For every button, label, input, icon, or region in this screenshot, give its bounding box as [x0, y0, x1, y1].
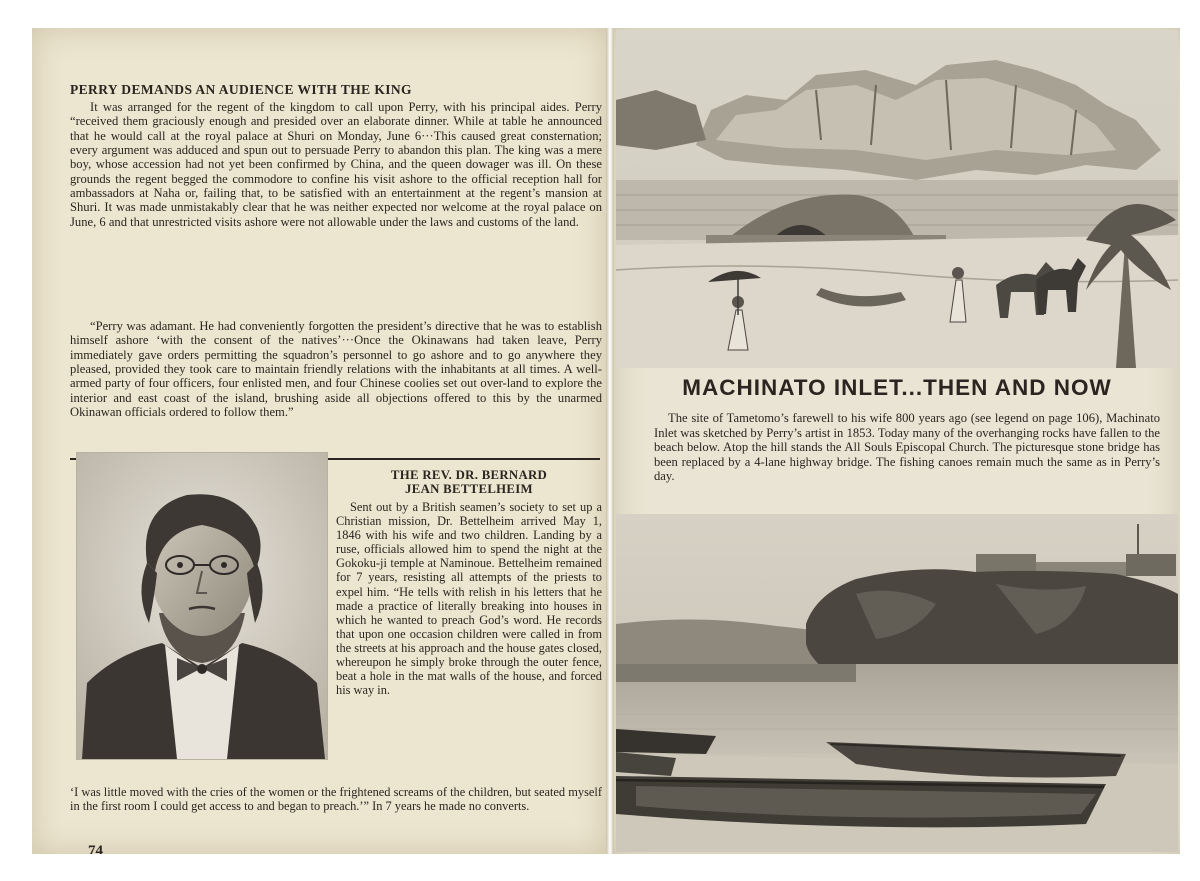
machinato-caption: The site of Tametomo’s farewell to his wife 800 years ago (see legend on page 106), Machinato Inlet was sketched by Perry’s artist in 1853. Today many of the overhanging rocks have fallen to the beach below. Atop the hill stands the All Souls Episcopal Church. The picturesque stone bridge has been replaced by a 4-lane highway bridge. The fishing canoes remain much the same as in Perry’s day. [654, 411, 1160, 483]
heading-line-2: JEAN BETTELHEIM [405, 482, 533, 496]
section-heading-bettelheim [334, 468, 604, 496]
section-heading-perry: PERRY DEMANDS AN AUDIENCE WITH THE KING [70, 82, 412, 97]
page-number: 74 [88, 843, 103, 854]
right-page [614, 28, 1180, 854]
paragraph-2: “Perry was adamant. He had conveniently forgotten the president’s directive that he was to establish himself ashore ‘with the consent of the natives’···Once the Okinawans had taken leave, Perry immediately gave orders permitting the squadron’s personnel to go ashore and to go anywhere they pleased, provided they took care to maintain friendly relations with the inhabitants at all times. A well-armed party of four officers, four enlisted men, and four Chinese coolies set out over-land to explore the interior and east coast of the island, brushing aside all objections offered to this by the unarmed Okinawan officials ordered to follow them.” [70, 319, 602, 420]
machinato-photo-now [616, 514, 1178, 852]
left-page [32, 28, 606, 854]
paragraph-1: It was arranged for the regent of the kingdom to call upon Perry, with his principal aides. Perry “received them graciously enough and presided over an elaborate dinner. While at table he announced that he would call at the royal palace at Shuri on Monday, June 6···This caused great consternation; every argument was adduced and spun out to persuade Perry to abandon this plan. The king was a mere boy, whose accession had not yet been confirmed by China, and the queen dowager was ill. On these grounds the regent begged the commodore to confine his visit ashore to the official reception hall for ambassadors at Naha or, failing that, to be satisfied with an entertainment at the regent’s mansion at Shuri. It was made unmistakably clear that he was neither expected nor welcome at the royal palace on June, 6 and that unrestricted visits ashore were not allowable under the laws and customs of the land. [70, 100, 602, 229]
heading-line-1: THE REV. DR. BERNARD [390, 468, 548, 482]
bio-paragraph: Sent out by a British seamen’s society to set up a Christian mission, Dr. Bettelheim arrived May 1, 1846 with his wife and two children. Landing by a ruse, officials allowed him to spend the night at the Gokoku-ji temple at Naminoue. Bettelheim remained for 7 years, resisting all attempts of the priests to expel him. “He tells with relish in his letters that he made a practice of literally breaking into houses in which he wanted to preach God’s word. He records that upon one occasion children were called in from the streets at his approach and the house gates closed, whereupon he simply broke through the outer fence, beat a hole in the mat walls of the house, and forced his way in. [336, 500, 602, 698]
bettelheim-portrait [76, 452, 328, 760]
sketch-illustration [616, 30, 1178, 368]
machinato-sketch-1853 [616, 30, 1178, 368]
portrait-illustration [77, 453, 327, 759]
bio-continuation: ‘I was little moved with the cries of the women or the frightened screams of the children, but seated myself in the first room I could get access to and began to preach.’” In 7 years he made no converts. [70, 785, 602, 814]
machinato-heading: MACHINATO INLET...THEN AND NOW [682, 375, 1112, 400]
photo-illustration [616, 514, 1178, 852]
book-gutter [606, 28, 614, 854]
